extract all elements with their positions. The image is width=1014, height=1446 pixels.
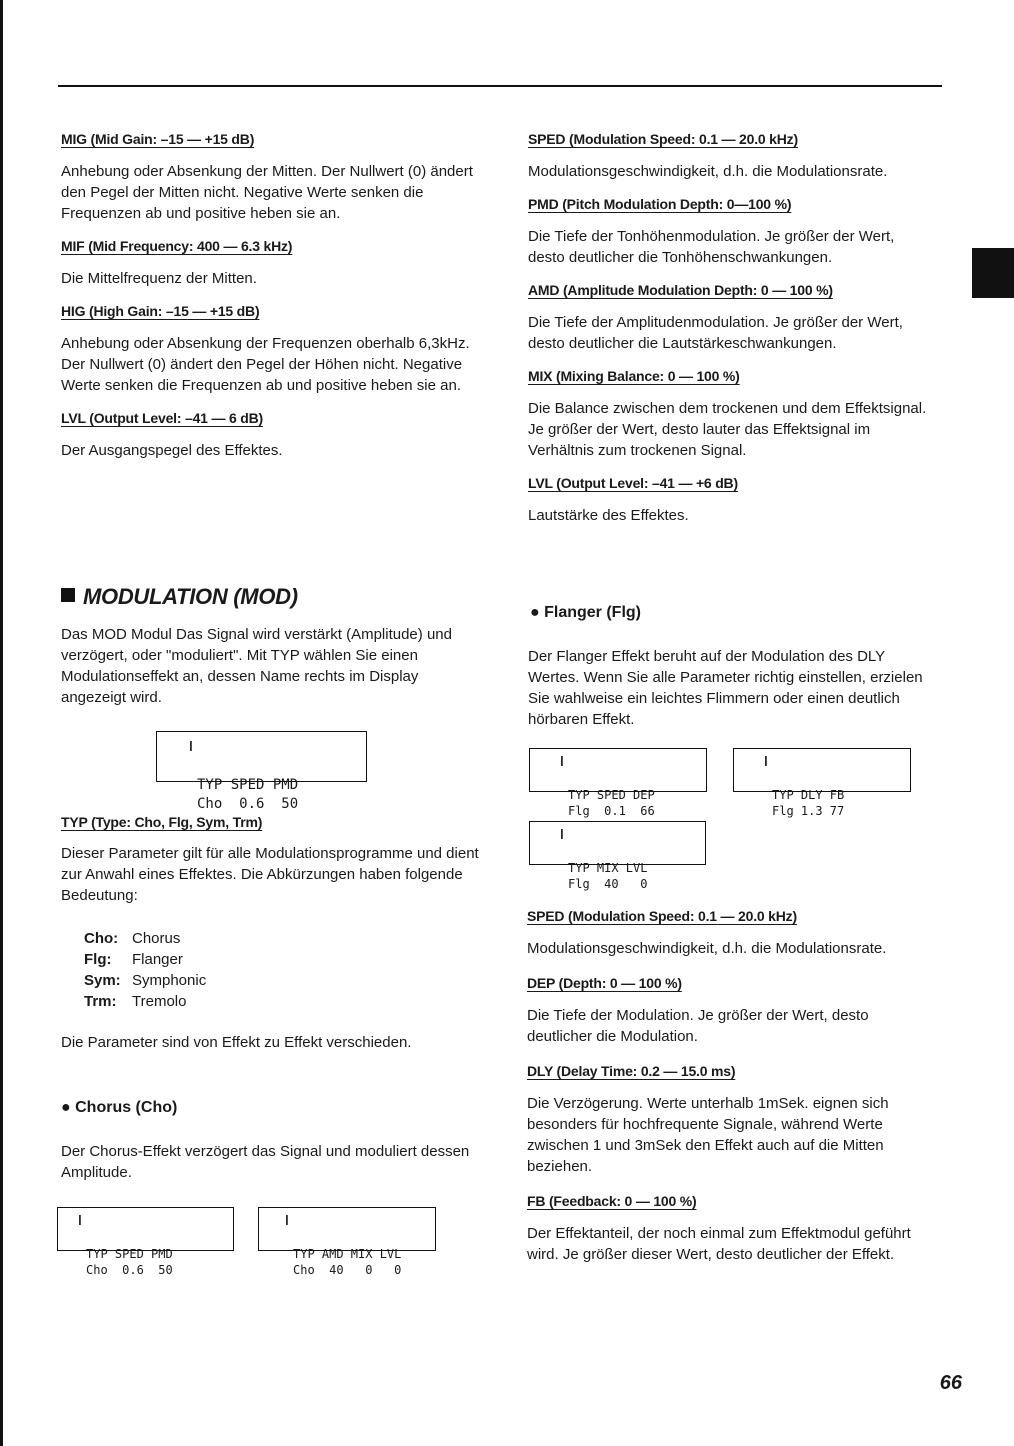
- param-heading: MIX (Mixing Balance: 0 — 100 %): [528, 368, 740, 384]
- param-block: [527, 1063, 937, 1177]
- right-params: [528, 131, 933, 526]
- param-body: Anhebung oder Absenkung der Mitten. Der Nullwert (0) ändert den Pegel der Mitten nicht. Negative Werte senken die Frequenzen ab und positive heben sie an.: [61, 163, 473, 222]
- cursor-mark-icon: ǀ: [283, 1214, 291, 1229]
- page-number: 66: [939, 1372, 962, 1394]
- type-row: [84, 970, 206, 991]
- type-definitions: [84, 928, 206, 1012]
- lcd-line-2: Flg 1.3 77: [772, 804, 845, 818]
- lcd-line-2: Cho 0.6 50: [86, 1263, 173, 1277]
- lcd-display-flanger-1: [529, 748, 707, 818]
- param-heading: DEP (Depth: 0 — 100 %): [527, 975, 682, 991]
- param-body: Lautstärke des Effektes.: [528, 507, 689, 524]
- mod-intro: Das MOD Modul Das Signal wird verstärkt (Amplitude) und verzögert, oder "moduliert". Mit TYP wählen Sie einen Modulationseffekt an, dessen Name rechts im Display angezeigt wird.: [61, 626, 452, 706]
- flanger-body: Der Flanger Effekt beruht auf der Modulation des DLY Wertes. Wenn Sie alle Parameter richtig einstellen, erzielen Sie wahlweise ein leichtes Flimmern oder einen deutlich hörbaren Effekt.: [528, 648, 923, 728]
- header-rule: [58, 85, 942, 87]
- lcd-line-1: TYP MIX LVL: [568, 861, 648, 875]
- type-abbr: Sym:: [84, 972, 121, 989]
- cursor-mark-icon: ǀ: [558, 755, 566, 770]
- param-body: Der Ausgangspegel des Effektes.: [61, 442, 283, 459]
- lcd-line-1: TYP SPED PMD: [197, 777, 299, 793]
- lcd-display-main: [156, 731, 367, 812]
- param-body: Der Effektanteil, der noch einmal zum Effektmodul geführt wird. Je größer dieser Wert, desto deutlicher der Effekt.: [527, 1225, 911, 1263]
- param-block: [61, 410, 479, 461]
- param-body: Modulationsgeschwindigkeit, d.h. die Modulationsrate.: [527, 940, 887, 957]
- lcd-display-chorus-2: [258, 1207, 436, 1277]
- param-heading: SPED (Modulation Speed: 0.1 — 20.0 kHz): [527, 908, 797, 924]
- lcd-display-flanger-2: [733, 748, 911, 818]
- param-block: [528, 282, 933, 354]
- param-block: [528, 196, 933, 268]
- param-heading: AMD (Amplitude Modulation Depth: 0 — 100 %): [528, 282, 833, 298]
- type-name: Symphonic: [132, 972, 207, 989]
- cursor-mark-icon: ǀ: [187, 740, 195, 755]
- param-body: Die Mittelfrequenz der Mitten.: [61, 270, 257, 287]
- cursor-mark-icon: ǀ: [762, 755, 770, 770]
- lcd-line-1: TYP AMD MIX LVL: [293, 1247, 402, 1261]
- type-abbr: Trm:: [84, 993, 117, 1010]
- param-heading: SPED (Modulation Speed: 0.1 — 20.0 kHz): [528, 131, 798, 147]
- section-title: [61, 584, 298, 610]
- param-block: [61, 131, 479, 224]
- chorus-heading: ● Chorus (Cho): [61, 1099, 178, 1116]
- type-row: [84, 991, 206, 1012]
- lcd-display-flanger-3: [529, 821, 706, 891]
- lcd-line-1: TYP SPED PMD: [86, 1247, 173, 1261]
- param-heading: MIG (Mid Gain: –15 — +15 dB): [61, 131, 255, 147]
- typ-body: Dieser Parameter gilt für alle Modulationsprogramme und dient zur Anwahl eines Effektes. Die Abkürzungen haben folgende Bedeutung:: [61, 845, 479, 904]
- chorus-body: Der Chorus-Effekt verzögert das Signal und moduliert dessen Amplitude.: [61, 1143, 470, 1181]
- flanger-heading: ● Flanger (Flg): [530, 604, 641, 621]
- param-body: Die Balance zwischen dem trockenen und dem Effektsignal. Je größer der Wert, desto lauter das Effektsignal im Verhältnis zum trockenen Signal.: [528, 400, 927, 459]
- param-block: [528, 475, 933, 526]
- param-heading: MIF (Mid Frequency: 400 — 6.3 kHz): [61, 238, 293, 254]
- type-abbr: Flg:: [84, 951, 112, 968]
- left-params: [61, 131, 479, 461]
- param-block: [527, 975, 937, 1047]
- param-body: Die Tiefe der Modulation. Je größer der Wert, desto deutlicher die Modulation.: [527, 1007, 869, 1045]
- param-heading: LVL (Output Level: –41 — +6 dB): [528, 475, 738, 491]
- section-tab-marker: [972, 248, 1014, 298]
- param-heading: DLY (Delay Time: 0.2 — 15.0 ms): [527, 1063, 736, 1079]
- flanger-params: [527, 908, 937, 1265]
- lcd-line-1: TYP SPED DEP: [568, 788, 655, 802]
- param-heading: HIG (High Gain: –15 — +15 dB): [61, 303, 260, 319]
- type-name: Tremolo: [132, 993, 187, 1010]
- lcd-line-1: TYP DLY FB: [772, 788, 845, 802]
- param-block: [528, 368, 933, 461]
- cursor-mark-icon: ǀ: [558, 828, 566, 843]
- lcd-line-2: Cho 40 0 0: [293, 1263, 402, 1277]
- param-body: Die Tiefe der Tonhöhenmodulation. Je größer der Wert, desto deutlicher die Tonhöhenschwankungen.: [528, 228, 895, 266]
- param-body: Die Tiefe der Amplitudenmodulation. Je größer der Wert, desto deutlicher die Lautstärkeschwankungen.: [528, 314, 903, 352]
- param-block: [61, 238, 479, 289]
- lcd-line-2: Flg 40 0: [568, 877, 648, 891]
- type-abbr: Cho:: [84, 930, 119, 947]
- typ-heading: TYP (Type: Cho, Flg, Sym, Trm): [61, 814, 263, 830]
- page-spine-line: [0, 0, 3, 1446]
- cursor-mark-icon: ǀ: [76, 1214, 84, 1229]
- type-row: [84, 928, 206, 949]
- section-title-text: MODULATION (MOD): [83, 584, 298, 609]
- lcd-line-2: Flg 0.1 66: [568, 804, 655, 818]
- lcd-display-chorus-1: [57, 1207, 234, 1277]
- type-row: [84, 949, 206, 970]
- type-name: Flanger: [132, 951, 183, 968]
- square-bullet-icon: [61, 588, 75, 602]
- param-body: Die Verzögerung. Werte unterhalb 1mSek. eignen sich besonders für hochfrequente Signale, während Werte zwischen 1 und 3mSek den Effekt auch auf die Mitten beziehen.: [527, 1095, 889, 1175]
- param-block: [527, 1193, 937, 1265]
- param-heading: FB (Feedback: 0 — 100 %): [527, 1193, 697, 1209]
- param-body: Anhebung oder Absenkung der Frequenzen oberhalb 6,3kHz. Der Nullwert (0) ändert den Pegel der Höhen nicht. Negative Werte senken die Frequenzen ab und positive heben sie an.: [61, 335, 470, 394]
- typ-note: Die Parameter sind von Effekt zu Effekt verschieden.: [61, 1034, 412, 1051]
- param-heading: PMD (Pitch Modulation Depth: 0—100 %): [528, 196, 792, 212]
- param-block: [61, 303, 479, 396]
- type-name: Chorus: [132, 930, 181, 947]
- lcd-line-2: Cho 0.6 50: [197, 796, 299, 812]
- param-block: [527, 908, 937, 959]
- param-body: Modulationsgeschwindigkeit, d.h. die Modulationsrate.: [528, 163, 888, 180]
- param-heading: LVL (Output Level: –41 — 6 dB): [61, 410, 263, 426]
- param-block: [528, 131, 933, 182]
